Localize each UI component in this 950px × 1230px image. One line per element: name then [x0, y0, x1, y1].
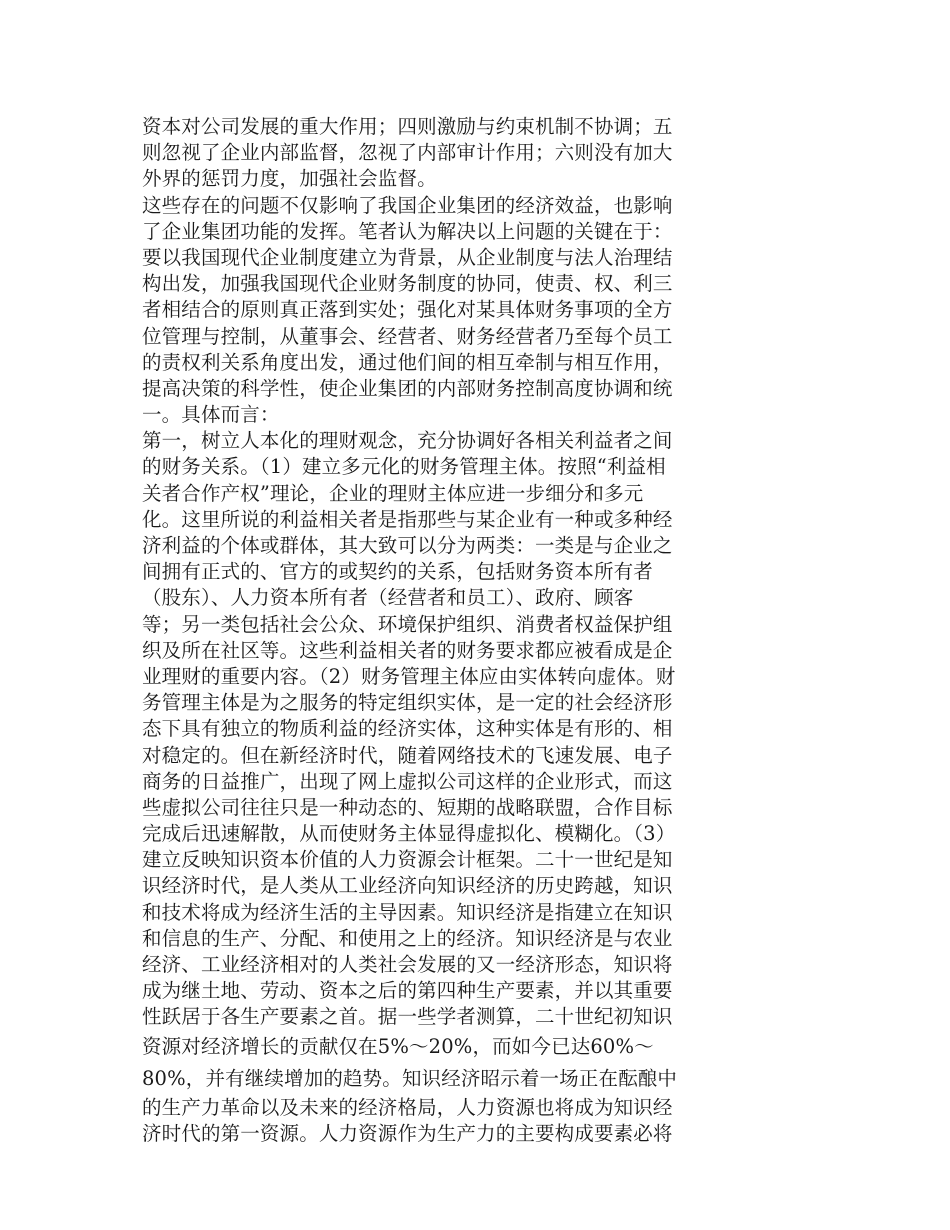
text-line: 的责权利关系角度出发，通过他们间的相互牵制与相互作用，	[142, 350, 673, 374]
text-line: 识经济时代，是人类从工业经济向知识经济的历史跨越，知识	[142, 874, 673, 898]
text-line: 资本对公司发展的重大作用；四则激励与约束机制不协调；五	[142, 115, 673, 138]
text-line: 化。这里所说的利益相关者是指那些与某企业有一种或多种经	[142, 507, 673, 531]
text-line: （股东）、人力资本所有者（经营者和员工）、政府、顾客	[142, 586, 634, 610]
text-line: 务管理主体是为之服务的特定组织实体，是一定的社会经济形	[142, 691, 673, 715]
text-line: 态下具有独立的物质利益的经济实体，这种实体是有形的、相	[142, 717, 673, 741]
text-line: 一。具体而言：	[142, 403, 280, 427]
text-line: 了企业集团功能的发挥。笔者认为解决以上问题的关键在于：	[142, 219, 673, 243]
text-line: 等；另一类包括社会公众、环境保护组织、消费者权益保护组	[142, 612, 673, 636]
text-line: 和信息的生产、分配、和使用之上的经济。知识经济是与农业	[142, 926, 673, 950]
text-line: 完成后迅速解散，从而使财务主体显得虚拟化、模糊化。（3）	[142, 822, 676, 846]
document-page	[142, 114, 742, 1147]
text-line: 成为继土地、劳动、资本之后的第四种生产要素，并以其重要	[142, 979, 673, 1003]
text-line: 织及所在社区等。这些利益相关者的财务要求都应被看成是企	[142, 638, 673, 662]
text-line: 的财务关系。（1）建立多元化的财务管理主体。按照“利益相	[142, 455, 666, 479]
text-line: 些虚拟公司往往只是一种动态的、短期的战略联盟，合作目标	[142, 795, 673, 819]
text-line: 对稳定的。但在新经济时代，随着网络技术的飞速发展、电子	[142, 743, 673, 767]
text-line: 济时代的第一资源。人力资源作为生产力的主要构成要素必将	[142, 1121, 673, 1145]
text-line: 要以我国现代企业制度建立为背景，从企业制度与法人治理结	[142, 245, 673, 269]
text-line: 外界的惩罚力度，加强社会监督。	[142, 167, 437, 191]
text-line: 建立反映知识资本价值的人力资源会计框架。二十一世纪是知	[142, 848, 673, 872]
text-line: 济利益的个体或群体，其大致可以分为两类：一类是与企业之	[142, 534, 673, 557]
text-line: 和技术将成为经济生活的主导因素。知识经济是指建立在知识	[142, 900, 673, 924]
text-line: 性跃居于各生产要素之首。据一些学者测算，二十世纪初知识	[142, 1005, 673, 1029]
text-line: 商务的日益推广，出现了网上虚拟公司这样的企业形式，而这	[142, 769, 673, 793]
text-line: 80%，并有继续增加的趋势。知识经济昭示着一场正在酝酿中	[142, 1066, 678, 1090]
text-line: 者相结合的原则真正落到实处；强化对某具体财务事项的全方	[142, 298, 673, 322]
text-line: 则忽视了企业内部监督，忽视了内部审计作用；六则没有加大	[142, 141, 673, 165]
text-line: 经济、工业经济相对的人类社会发展的又一经济形态，知识将	[142, 953, 673, 976]
text-line: 间拥有正式的、官方的或契约的关系，包括财务资本所有者	[142, 560, 653, 584]
text-line: 位管理与控制，从董事会、经营者、财务经营者乃至每个员工	[142, 324, 673, 348]
text-line: 的生产力革命以及未来的经济格局，人力资源也将成为知识经	[142, 1095, 673, 1119]
text-line: 提高决策的科学性，使企业集团的内部财务控制高度协调和统	[142, 376, 673, 400]
text-line: 资源对经济增长的贡献仅在5%～20%，而如今已达60%～	[142, 1034, 654, 1058]
text-line: 关者合作产权”理论，企业的理财主体应进一步细分和多元	[142, 481, 644, 505]
text-line: 第一，树立人本化的理财观念，充分协调好各相关利益者之间	[142, 429, 673, 453]
text-line: 这些存在的问题不仅影响了我国企业集团的经济效益，也影响	[142, 193, 673, 217]
text-line: 构出发，加强我国现代企业财务制度的协同，使责、权、利三	[142, 272, 673, 296]
text-line: 业理财的重要内容。（2）财务管理主体应由实体转向虚体。财	[142, 664, 676, 688]
